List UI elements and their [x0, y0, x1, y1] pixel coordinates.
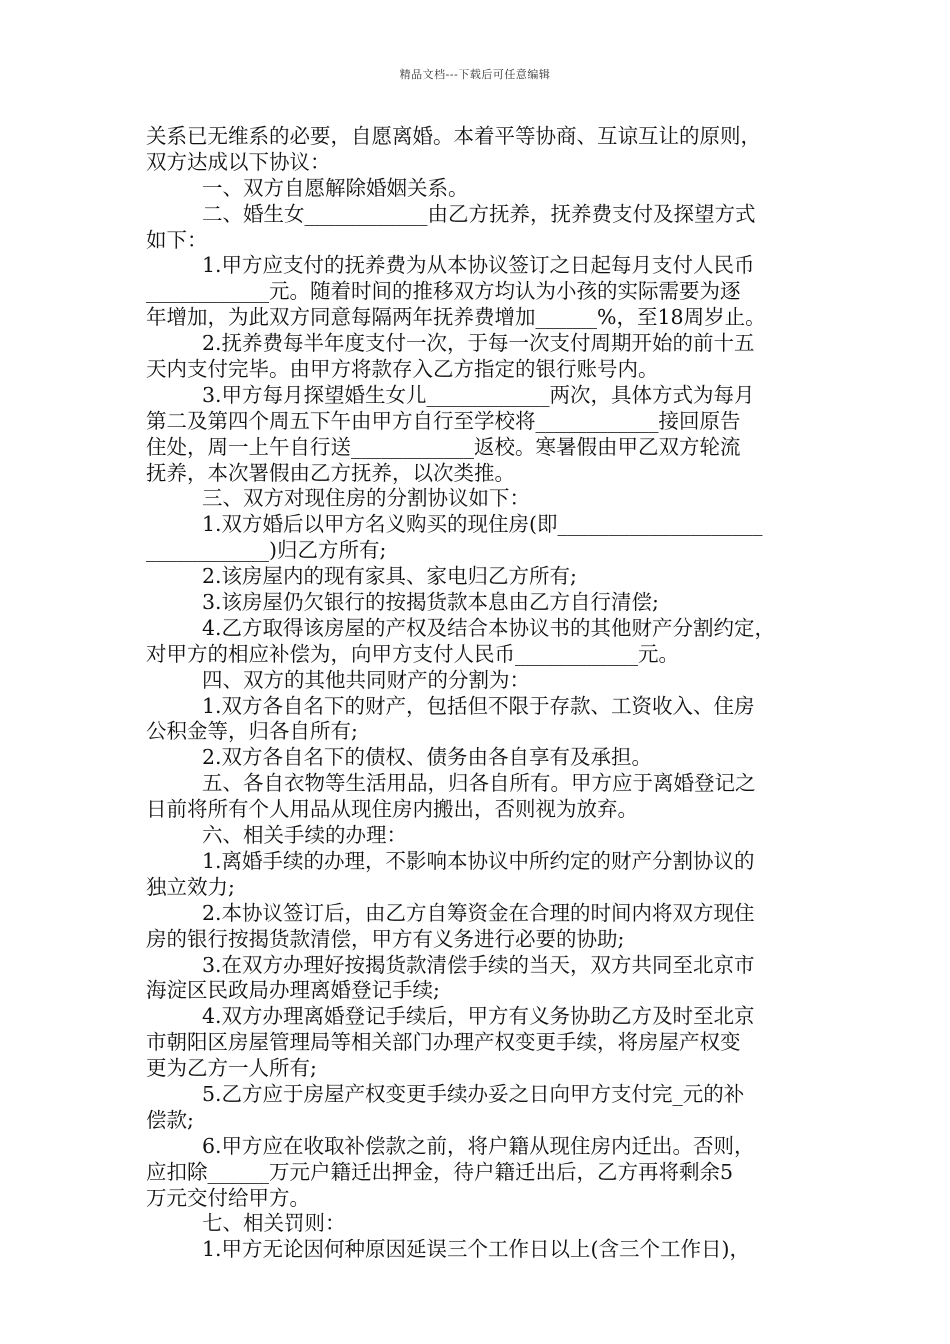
text-line: ____________元。随着时间的推移双方均认为小孩的实际需要为逐	[146, 279, 741, 304]
text-line: 3.甲方每月探望婚生女儿____________两次，具体方式为每月	[202, 382, 755, 407]
text-line: 3.在双方办理好按揭货款清偿手续的当天，双方共同至北京市	[202, 952, 755, 977]
text-line: 偿款;	[146, 1107, 194, 1132]
text-line: 2.本协议签订后，由乙方自筹资金在合理的时间内将双方现住	[202, 900, 755, 925]
text-line: 1.双方婚后以甲方名义购买的现住房(即____________________	[202, 512, 763, 537]
text-line: 五、各自衣物等生活用品，归各自所有。甲方应于离婚登记之	[202, 771, 756, 796]
text-line: 3.该房屋仍欠银行的按揭货款本息由乙方自行清偿;	[202, 590, 659, 615]
text-line: 应扣除______万元户籍迁出押金，待户籍迁出后，乙方再将剩余5	[146, 1159, 734, 1184]
text-line: 1.甲方应支付的抚养费为从本协议签订之日起每月支付人民币	[202, 253, 755, 278]
text-line: 抚养，本次署假由乙方抚养，以次类推。	[146, 460, 515, 485]
text-line: 如下：	[146, 227, 208, 252]
text-line: 天内支付完毕。由甲方将款存入乙方指定的银行账号内。	[146, 357, 659, 382]
text-line: 第二及第四个周五下午由甲方自行至学校将____________接回原告	[146, 408, 741, 433]
text-line: 6.甲方应在收取补偿款之前，将户籍从现住房内迁出。否则，	[202, 1133, 755, 1158]
text-line: 六、相关手续的办理：	[202, 823, 407, 848]
text-line: 独立效力;	[146, 874, 235, 899]
text-line: 一、双方自愿解除婚姻关系。	[202, 175, 469, 200]
text-line: 万元交付给甲方。	[146, 1185, 310, 1210]
text-line: 1.双方各自名下的财产，包括但不限于存款、工资收入、住房	[202, 693, 755, 718]
text-line: 对甲方的相应补偿为，向甲方支付人民币____________元。	[146, 641, 679, 666]
text-line: 二、婚生女____________由乙方抚养，抚养费支付及探望方式	[202, 201, 756, 226]
text-line: 房的银行按揭货款清偿，甲方有义务进行必要的协助;	[146, 926, 625, 951]
text-line: 日前将所有个人用品从现住房内搬出，否则视为放弃。	[146, 797, 638, 822]
text-line: 更为乙方一人所有;	[146, 1056, 317, 1081]
text-line: 4.双方办理离婚登记手续后，甲方有义务协助乙方及时至北京	[202, 1004, 755, 1029]
text-line: 四、双方的其他共同财产的分割为：	[202, 667, 530, 692]
text-line: 1.离婚手续的办理，不影响本协议中所约定的财产分割协议的	[202, 848, 755, 873]
text-line: 关系已无维系的必要，自愿离婚。本着平等协商、互谅互让的原则，	[146, 124, 761, 148]
text-line: 5.乙方应于房屋产权变更手续办妥之日向甲方支付完_元的补	[202, 1081, 745, 1106]
text-line: 年增加，为此双方同意每隔两年抚养费增加______%，至18周岁止。	[146, 305, 766, 330]
text-line: ____________)归乙方所有;	[146, 538, 387, 563]
text-line: 2.双方各自名下的债权、债务由各自享有及承担。	[202, 745, 653, 770]
text-line: 住处，周一上午自行送____________返校。寒暑假由甲乙双方轮流	[146, 434, 741, 459]
text-line: 公积金等，归各自所有;	[146, 719, 358, 744]
text-line: 双方达成以下协议：	[146, 149, 331, 174]
page-header: 精品文档---下载后可任意编辑	[399, 68, 551, 81]
document-body	[146, 124, 814, 1263]
text-line: 1.甲方无论因何种原因延误三个工作日以上(含三个工作日)，	[202, 1237, 751, 1262]
text-line: 海淀区民政局办理离婚登记手续;	[146, 978, 440, 1003]
text-line: 市朝阳区房屋管理局等相关部门办理产权变更手续，将房屋产权变	[146, 1030, 741, 1055]
text-line: 三、双方对现住房的分割协议如下：	[202, 486, 530, 511]
text-line: 2.抚养费每半年度支付一次，于每一次支付周期开始的前十五	[202, 331, 755, 356]
text-line: 七、相关罚则：	[202, 1211, 346, 1236]
text-line: 4.乙方取得该房屋的产权及结合本协议书的其他财产分割约定，	[202, 615, 776, 640]
text-line: 2.该房屋内的现有家具、家电归乙方所有;	[202, 564, 577, 589]
